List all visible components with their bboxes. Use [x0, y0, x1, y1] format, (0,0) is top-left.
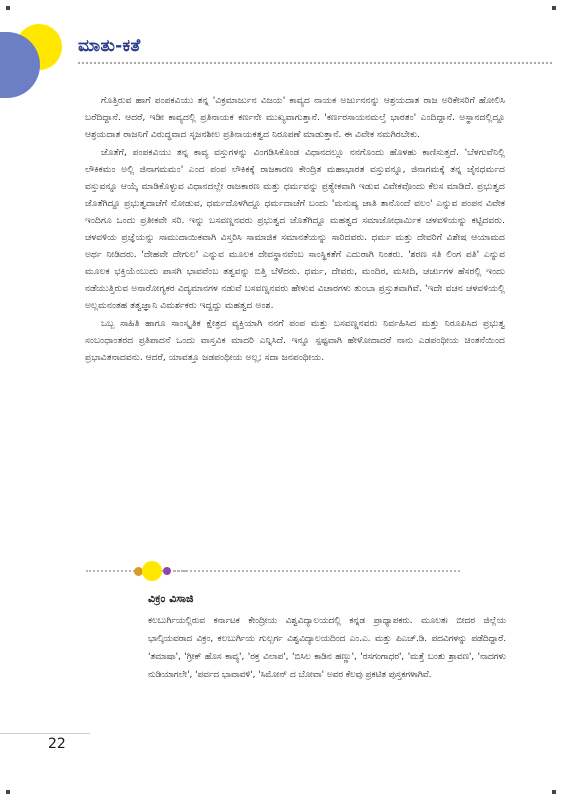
- crop-mark: [6, 6, 10, 10]
- crop-mark: [552, 6, 556, 10]
- author-name: ವಿಕ್ರಂ ವಿಸಾಜಿ: [148, 592, 194, 605]
- article-body: [85, 92, 505, 367]
- paragraph-3: ಒಬ್ಬ ಸಾಹಿತಿ ಹಾಗೂ ಸಾಂಸ್ಕೃತಿಕ ಕ್ಷೇತ್ರದ ವ್ಯಕ್ತಿಯಾಗಿ ನನಗೆ ಪಂಪ ಮತ್ತು ಬಸವಣ್ಣನವರು ನಿರ್ವಹಿಸಿದ ಮತ್ತು ನಿರೂಪಿಸಿದ ಪ್ರಭುತ್ವ ಸಂಬಂಧಾಂತರದ ಪ್ರತಿಪಾದನೆ ಒಂದು ವಾಸ್ತವಿಕ ಮಾದರಿ ಎನ್ನಿಸಿದೆ. ಇನ್ನೂ ಸ್ಪಷ್ಟವಾಗಿ ಹೇಳೋದಾದರೆ ನಾನು ಎಡಪಂಥೀಯ ಚಿಂತನೆಯಿಂದ ಪ್ರಭಾವಿತನಾದವನು. ಆದರೆ, ಯಾವತ್ತೂ ಜಡಪಂಥೀಯ ಅಲ್ಲ; ಸದಾ ಜನಪಂಥೀಯ.: [85, 318, 505, 363]
- paragraph-2: ಜೊತೆಗೆ, ಪಂಪಕವಿಯು ತನ್ನ ಕಾವ್ಯ ವಸ್ತುಗಳನ್ನು ವಿಂಗಡಿಸಿಕೊಂಡ ವಿಧಾನದಲ್ಲೂ ನನಗೊಂದು ಹೊಳಹು ಕಾಣಿಸುತ್ತದೆ. 'ಬೆಳಗುವೆನಿಲ್ಲಿ ಲೌಕಿಕಮಂ ಅಲ್ಲಿ ಜಿನಾಗಮಮಂ' ಎಂದ ಪಂಪ ಲೌಕಿಕಕ್ಕೆ ರಾಜಕಾರಣ ಕೇಂದ್ರಿತ ಮಹಾಭಾರತ ವಸ್ತುವನ್ನೂ, ಜಿನಾಗಮಕ್ಕೆ ತನ್ನ ಜೈನಧರ್ಮದ ವಸ್ತುವನ್ನೂ ಆಯ್ಕೆ ಮಾಡಿಕೊಳ್ಳುವ ವಿಧಾನದಲ್ಲೇ ರಾಜಕಾರಣ ಮತ್ತು ಧರ್ಮವನ್ನು ಪ್ರತ್ಯೇಕವಾಗಿ ಇಡುವ ವಿವೇಕವೊಂದು ಕೆಲಸ ಮಾಡಿದೆ. ಪ್ರಭುತ್ವದ ಜೊತೆಗಿದ್ದೂ ಪ್ರಭುತ್ವದಾಚೆಗೆ ನೋಡುವ, ಧರ್ಮದೊಳಗಿದ್ದೂ ಧರ್ಮದಾಚೆಗೆ ಬಂದು 'ಮನುಷ್ಯ ಜಾತಿ ತಾನೊಂದೆ ವಲಂ' ಎನ್ನುವ ಪಂಪನ ವಿವೇಕ ಇಂದಿಗೂ ಒಂದು ಪ್ರತೀಕವೇ ಸರಿ. ಇನ್ನು ಬಸವಣ್ಣನವರು ಪ್ರಭುತ್ವದ ಜೊತೆಗಿದ್ದೂ ಮಹತ್ವದ ಸಮಾಜೋಧಾರ್ಮಿಕ ಚಳವಳಿಯನ್ನು ಕಟ್ಟಿದವರು. ಚಳವಳಿಯ ಪ್ರಜ್ಞೆಯನ್ನು ಸಾಮುದಾಯಿಕವಾಗಿ ವಿಸ್ತರಿಸಿ ಸಾಮಾಜಿಕ ಸಮಾನತೆಯನ್ನು ಸಾರಿದವರು. ಧರ್ಮ ಮತ್ತು ದೇವರಿಗೆ ವಿಶೇಷ ಆಯಾಮದ ಅರ್ಥ ನೀಡಿದರು. 'ದೇಹವೇ ದೇಗುಲ' ಎನ್ನುವ ಮೂಲಕ ದೇವಸ್ಥಾನವೆಂಬ ಸಾಂಸ್ಥಿಕತೆಗೆ ಎದುರಾಗಿ ನಿಂತರು. 'ಶರಣ ಸತಿ ಲಿಂಗ ಪತಿ' ಎನ್ನುವ ಮೂಲಕ ಭಕ್ತಿಯೆಂಬುದು ಪಾಸಗಿ ಭಾವವೆಂಬ ತತ್ವವನ್ನು ಬಿತ್ತಿ ಬೆಳೆದರು. ಧರ್ಮ, ದೇವರು, ಮಂದಿರ, ಮಸೀದಿ, ಚರ್ಚುಗಳ ಹೆಸರಲ್ಲಿ ಇಂದು ನಡೆಯುತ್ತಿರುವ ಅನಾರೋಗ್ಯಕರ ವಿದ್ಯಮಾನಗಳ ನಡುವೆ ಬಸವಣ್ಣನವರು ಹೇಳುವ ವಿಚಾರಗಳು ತುಂಬಾ ಪ್ರಸ್ತುತವಾಗಿವೆ. 'ಇದೇ ವಚನ ಚಳವಳಿಯಲ್ಲಿ ಅಲ್ಲಮನಂತಹ ತತ್ವಜ್ಞಾನಿ ವಿಮರ್ಶಕರು ಇದ್ದದ್ದು ಮಹತ್ವದ ಅಂಶ.: [85, 147, 505, 311]
- footer-rule: [0, 733, 90, 734]
- crop-mark: [552, 790, 556, 794]
- title-dotted-rule: [78, 62, 552, 64]
- separator-line-right: [174, 570, 460, 572]
- author-bio: ಕಲಬುರ್ಗಿಯಲ್ಲಿರುವ ಕರ್ನಾಟಕ ಕೇಂದ್ರೀಯ ವಿಶ್ವವಿದ್ಯಾಲಯದಲ್ಲಿ ಕನ್ನಡ ಪ್ರಾಧ್ಯಾಪಕರು. ಮೂಲತಃ ಬೀದರ ಜಿಲ್ಲೆಯ ಭಾಲ್ಕಿಯವರಾದ ವಿಕ್ರಂ, ಕಲಬುರ್ಗಿಯ ಗುಲ್ಬರ್ಗ ವಿಶ್ವವಿದ್ಯಾಲಯದಿಂದ ಎಂ.ಎ. ಮತ್ತು ಪಿಎಚ್.ಡಿ. ಪದವಿಗಳನ್ನು ಪಡೆದಿದ್ದಾರೆ. 'ತಮಾಷಾ', 'ಗ್ರೀಕ್ ಹೊಸ ಕಾವ್ಯ', 'ರಕ್ತ ವಿಲಾಪ', 'ಬಿಸಿಲ ಕಾಡಿನ ಹಣ್ಣು', 'ರಸಗಂಗಾಧರ', 'ಮತ್ತೆ ಬಂತು ಶ್ರಾವಣ', 'ನಾದಗಳು ನುಡಿಯಾಗಲೇ', 'ಪರ್ವದ ಭಾವಾವಳಿ', 'ಸಿಮೋನ್ ದ ಬೋವಾ' ಅವರ ಕೆಲವು ಪ್ರಕಟಿತ ಪುಸ್ತಕಗಳಾಗಿವೆ.: [148, 616, 506, 680]
- paragraph-1: ಗೊತ್ತಿರುವ ಹಾಗೆ ಪಂಪಕವಿಯು ತನ್ನ 'ವಿಕ್ರಮಾರ್ಜುನ ವಿಜಯ' ಕಾವ್ಯದ ನಾಯಕ ಅರ್ಜುನನನ್ನು ಆಶ್ರಯದಾತ ರಾಜ ಅರಿಕೇಸರಿಗೆ ಹೋಲಿಸಿ ಬರೆದಿದ್ದಾನೆ. ಆದರೆ, ಇಡೀ ಕಾವ್ಯದಲ್ಲಿ ಪ್ರತಿನಾಯಕ ಕರ್ಣನೇ ಮುಖ್ಯವಾಗುತ್ತಾನೆ. 'ಕರ್ಣರಸಾಯನಮಲ್ತೆ ಭಾರತಂ' ಎಂದಿದ್ದಾನೆ. ಅಸ್ಥಾನದಲ್ಲಿದ್ದೂ ಆಶ್ರಯದಾತ ರಾಜನಿಗೆ ವಿರುದ್ಧವಾದ ಸೃಜನಶೀಲ ಪ್ರತಿನಾಯಕತ್ವದ ನಿರೂಪಣೆ ಮಾಡುತ್ತಾನೆ. ಈ ವಿವೇಕ ನಮಗಿರಬೇಕು.: [85, 95, 505, 140]
- page-number: 22: [48, 736, 66, 752]
- crop-mark: [6, 790, 10, 794]
- separator-dot-purple: [163, 567, 171, 575]
- section-title: ಮಾತು-ಕತೆ: [78, 36, 141, 56]
- separator-dot-yellow: [142, 561, 162, 581]
